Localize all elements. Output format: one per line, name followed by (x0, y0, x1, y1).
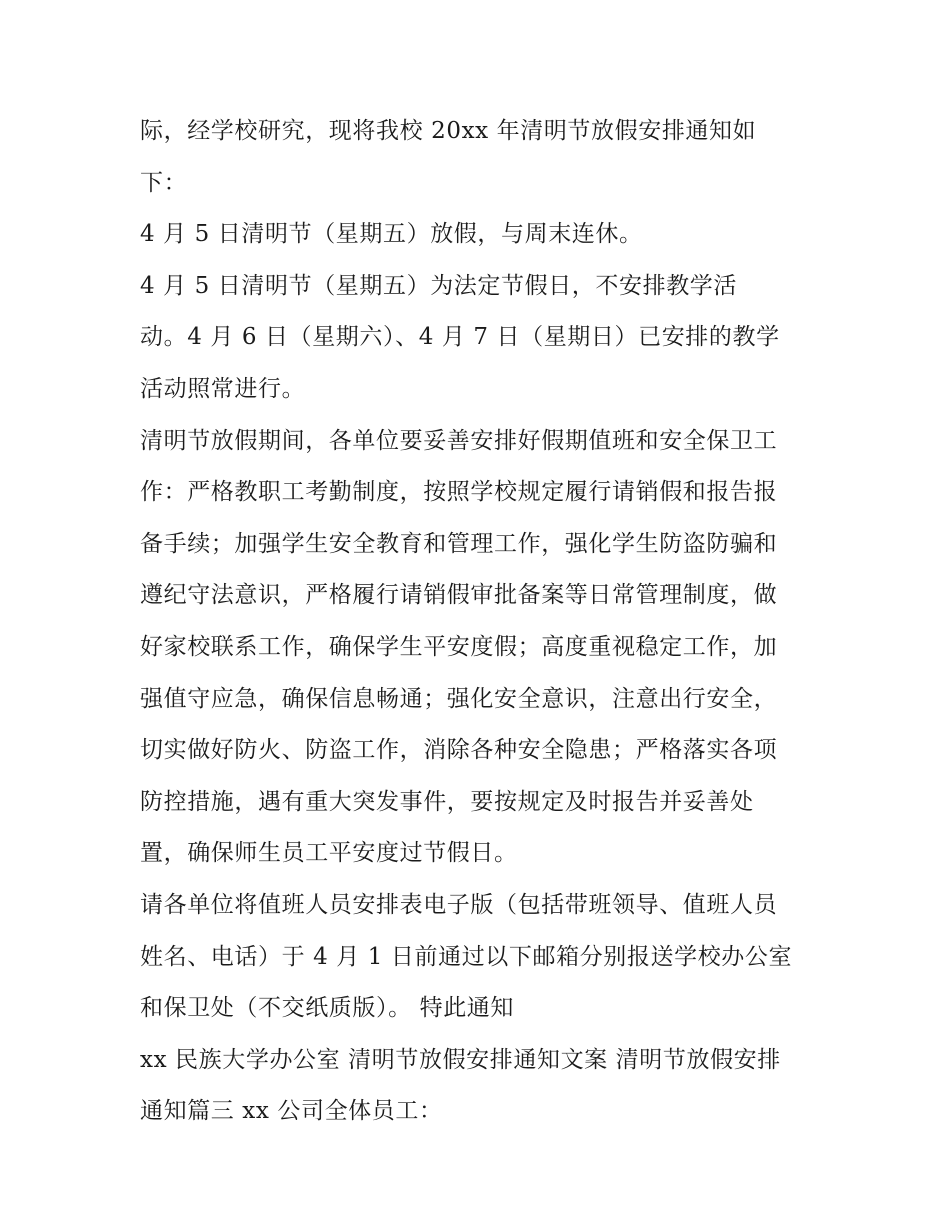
text-line-17: 姓名、电话）于 4 月 1 日前通过以下邮箱分别报送学校办公室 (140, 943, 793, 970)
text-line-6: 活动照常进行。 (140, 375, 306, 402)
text-line-14: 防控措施，遇有重大突发事件，要按规定及时报告并妥善处 (140, 788, 754, 815)
document-body (140, 106, 820, 1138)
text-line-16: 请各单位将值班人员安排表电子版（包括带班领导、值班人员 (140, 891, 778, 918)
text-line-10: 遵纪守法意识，严格履行请销假审批备案等日常管理制度，做 (140, 582, 778, 609)
text-line-18: 和保卫处（不交纸质版）。 特此通知 (140, 995, 515, 1022)
text-line-12: 强值守应急，确保信息畅通；强化安全意识，注意出行安全， (140, 685, 778, 712)
text-line-20: 通知篇三 xx 公司全体员工： (140, 1098, 443, 1125)
text-line-3: 4 月 5 日清明节（星期五）放假，与周末连休。 (140, 221, 643, 248)
text-line-19: xx 民族大学办公室 清明节放假安排通知文案 清明节放假安排 (140, 1046, 781, 1073)
text-line-15: 置，确保师生员工平安度过节假日。 (140, 840, 518, 867)
text-line-2: 下： (140, 169, 188, 196)
text-line-5: 动。4 月 6 日（星期六）、4 月 7 日（星期日）已安排的教学 (140, 324, 780, 351)
text-line-7: 清明节放假期间，各单位要妥善安排好假期值班和安全保卫工 (140, 427, 778, 454)
text-line-11: 好家校联系工作，确保学生平安度假；高度重视稳定工作，加 (140, 633, 778, 660)
text-line-13: 切实做好防火、防盗工作，消除各种安全隐患；严格落实各项 (140, 737, 778, 764)
text-line-4: 4 月 5 日清明节（星期五）为法定节假日，不安排教学活 (140, 272, 737, 299)
text-line-9: 备手续；加强学生安全教育和管理工作，强化学生防盗防骗和 (140, 530, 778, 557)
text-line-1: 际，经学校研究，现将我校 20xx 年清明节放假安排通知如 (140, 118, 757, 144)
text-line-8: 作：严格教职工考勤制度，按照学校规定履行请销假和报告报 (140, 479, 778, 506)
